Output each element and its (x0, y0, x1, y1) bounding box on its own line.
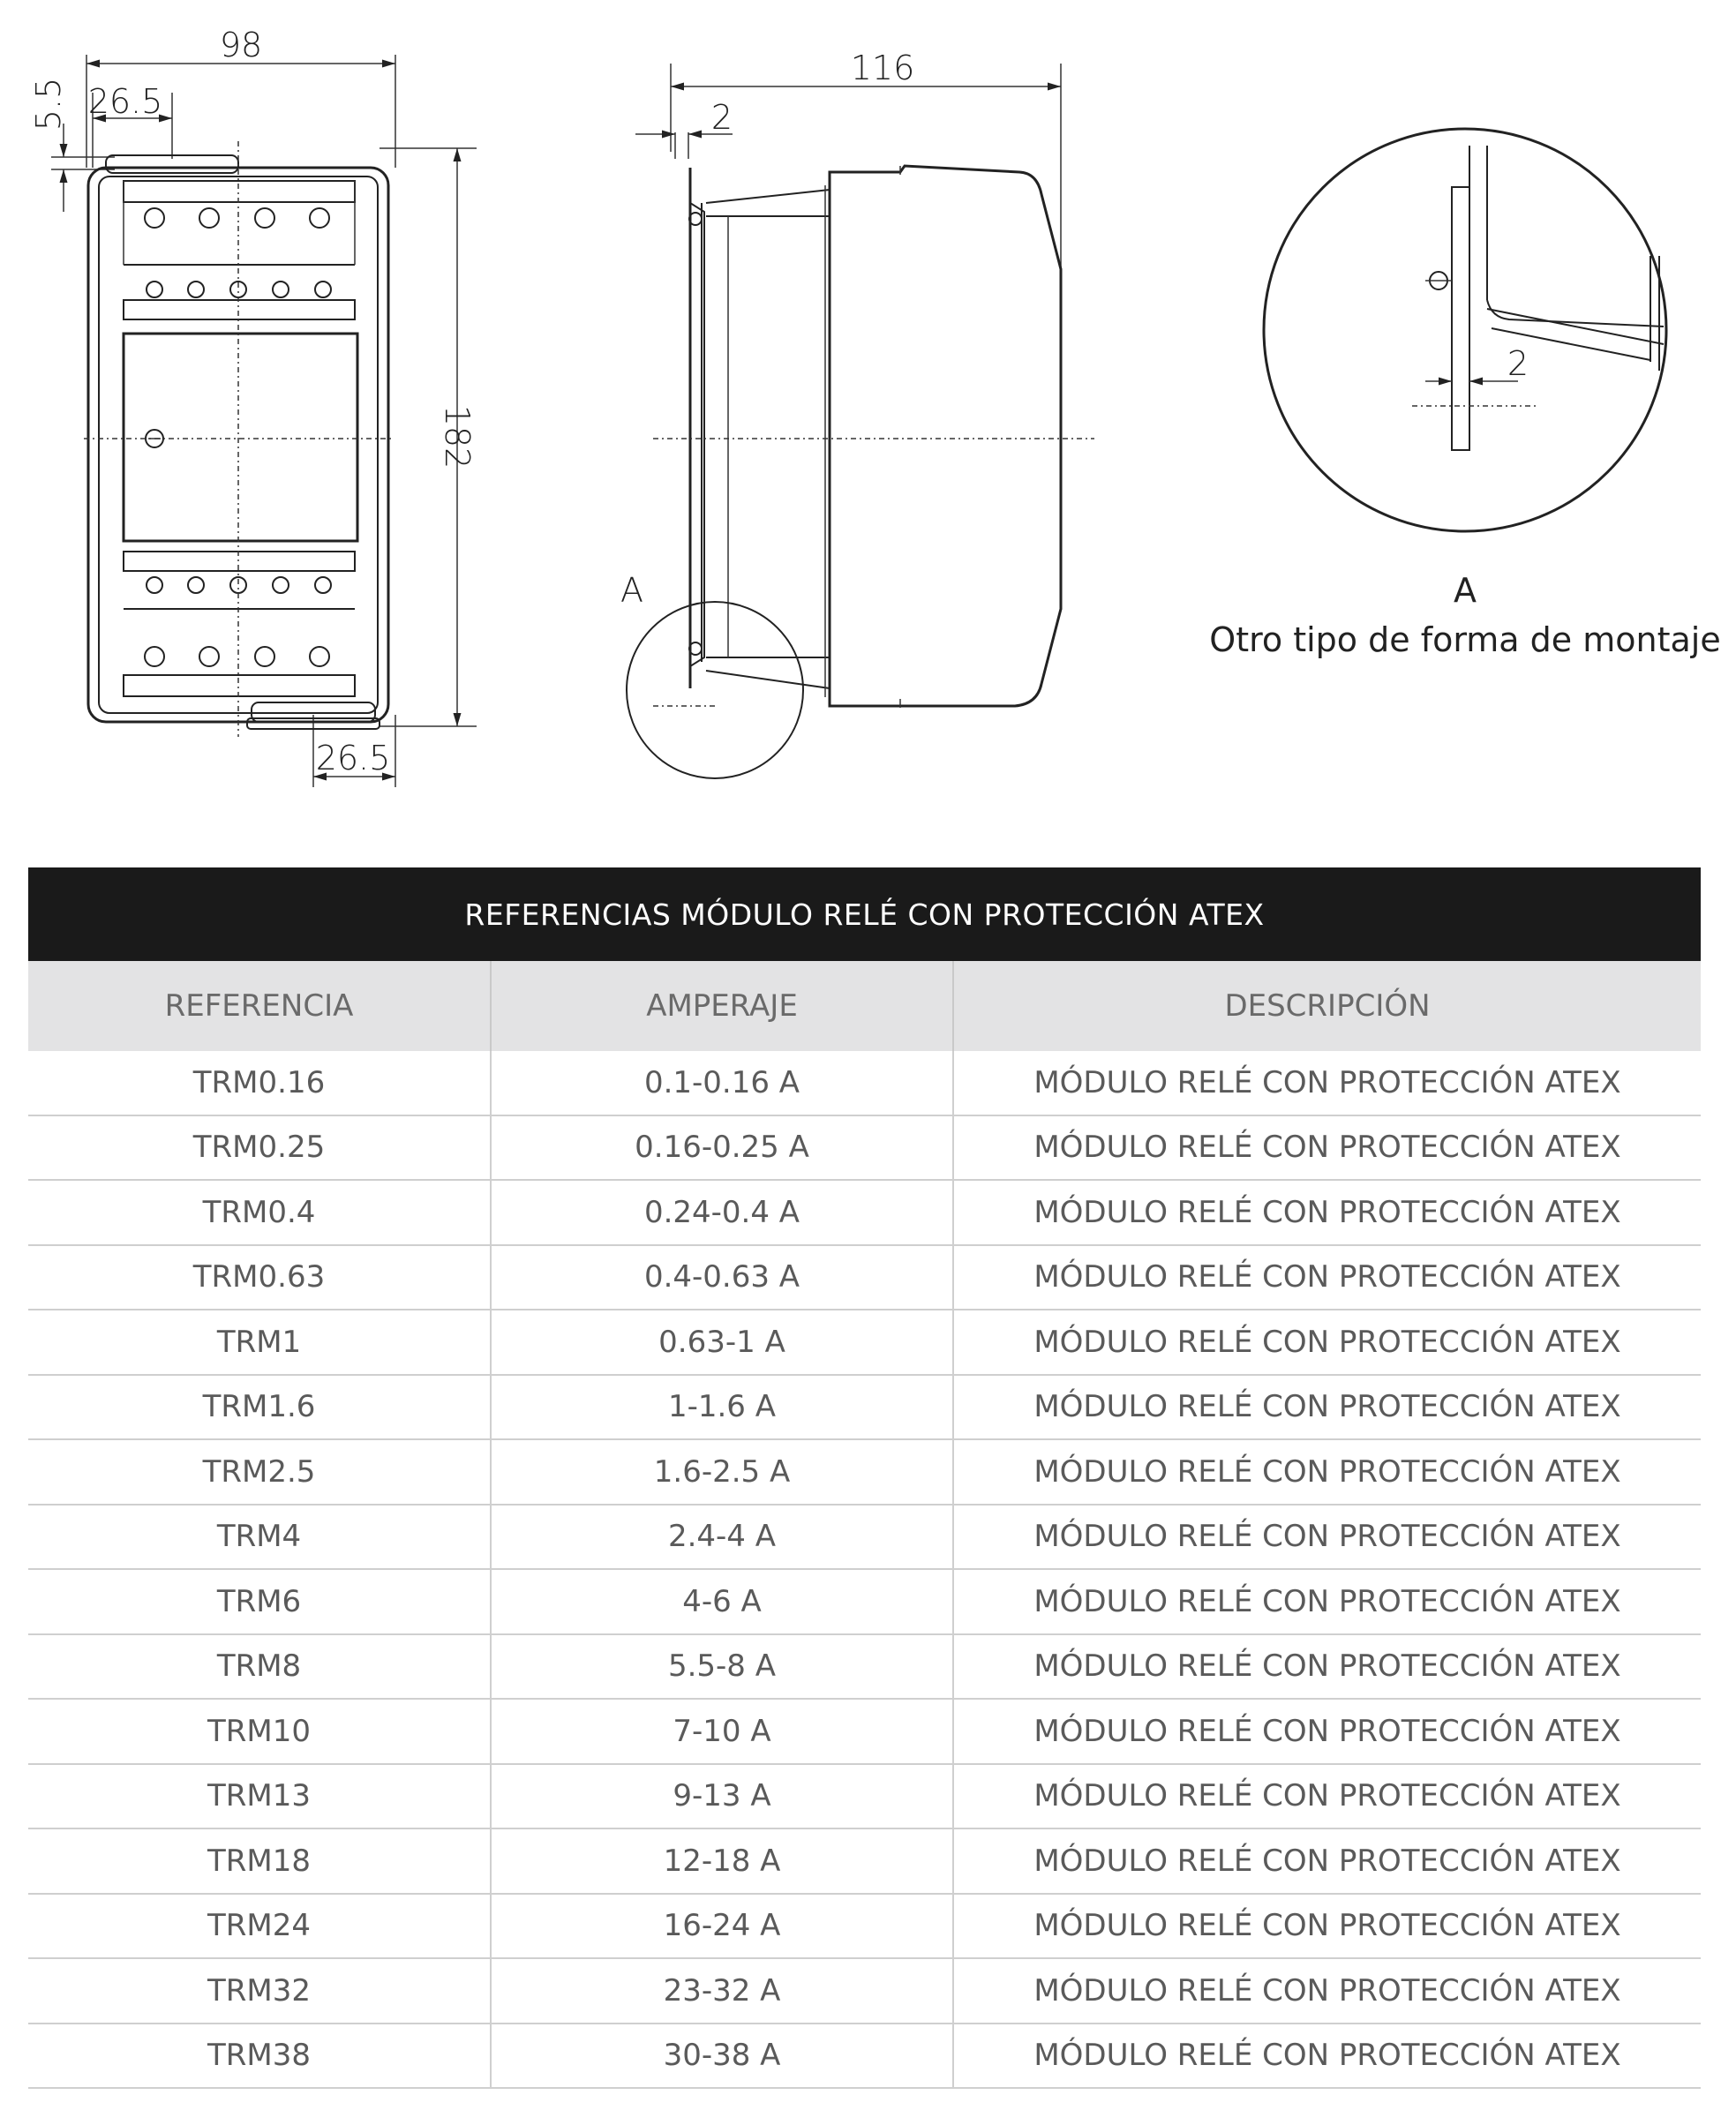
table-row (28, 1958, 1701, 2024)
table-row (28, 1310, 1701, 1375)
table-header-row (28, 961, 1701, 1051)
cell-amperaje: 16-24 A (491, 1894, 953, 1959)
cell-descripcion: MÓDULO RELÉ CON PROTECCIÓN ATEX (953, 1310, 1701, 1375)
cell-amperaje: 1-1.6 A (491, 1375, 953, 1440)
cell-amperaje: 0.16-0.25 A (491, 1115, 953, 1181)
cell-referencia: TRM4 (28, 1505, 491, 1570)
cell-referencia: TRM38 (28, 2024, 491, 2089)
dim-gap: 2 (710, 98, 733, 137)
table-row (28, 1828, 1701, 1894)
cell-referencia: TRM18 (28, 1828, 491, 1894)
dim-width: 98 (219, 26, 263, 64)
cell-referencia: TRM1.6 (28, 1375, 491, 1440)
cell-amperaje: 0.63-1 A (491, 1310, 953, 1375)
cell-descripcion: MÓDULO RELÉ CON PROTECCIÓN ATEX (953, 1828, 1701, 1894)
table-row (28, 1051, 1701, 1115)
cell-referencia: TRM32 (28, 1958, 491, 2024)
cell-referencia: TRM1 (28, 1310, 491, 1375)
cell-referencia: TRM0.63 (28, 1245, 491, 1310)
cell-referencia: TRM13 (28, 1764, 491, 1829)
table-row (28, 1245, 1701, 1310)
table-row (28, 1375, 1701, 1440)
dim-bottom-rail: 26.5 (315, 739, 391, 777)
cell-referencia: TRM24 (28, 1894, 491, 1959)
dim-height: 182 (438, 404, 477, 469)
cell-referencia: TRM10 (28, 1699, 491, 1764)
table-row (28, 2024, 1701, 2089)
table-row (28, 1764, 1701, 1829)
table-row (28, 1505, 1701, 1570)
cell-amperaje: 0.24-0.4 A (491, 1180, 953, 1245)
cell-referencia: TRM0.4 (28, 1180, 491, 1245)
cell-descripcion: MÓDULO RELÉ CON PROTECCIÓN ATEX (953, 1958, 1701, 2024)
cell-descripcion: MÓDULO RELÉ CON PROTECCIÓN ATEX (953, 1180, 1701, 1245)
technical-drawings (0, 0, 1736, 794)
table-row (28, 1894, 1701, 1959)
header-amperaje: AMPERAJE (491, 961, 953, 1051)
cell-descripcion: MÓDULO RELÉ CON PROTECCIÓN ATEX (953, 1569, 1701, 1634)
front-view (29, 26, 477, 787)
dim-top-offset: 5.5 (29, 77, 68, 131)
cell-descripcion: MÓDULO RELÉ CON PROTECCIÓN ATEX (953, 1634, 1701, 1700)
cell-referencia: TRM0.16 (28, 1051, 491, 1115)
cell-descripcion: MÓDULO RELÉ CON PROTECCIÓN ATEX (953, 1894, 1701, 1959)
cell-amperaje: 23-32 A (491, 1958, 953, 2024)
cell-amperaje: 30-38 A (491, 2024, 953, 2089)
detail-view (1209, 129, 1720, 659)
table-title: REFERENCIAS MÓDULO RELÉ CON PROTECCIÓN ATEX (28, 867, 1701, 961)
cell-descripcion: MÓDULO RELÉ CON PROTECCIÓN ATEX (953, 1245, 1701, 1310)
cell-descripcion: MÓDULO RELÉ CON PROTECCIÓN ATEX (953, 1115, 1701, 1181)
detail-marker-a: A (620, 571, 643, 610)
cell-descripcion: MÓDULO RELÉ CON PROTECCIÓN ATEX (953, 1699, 1701, 1764)
dim-top-rail: 26.5 (87, 82, 163, 121)
cell-amperaje: 12-18 A (491, 1828, 953, 1894)
detail-label: A (1454, 571, 1477, 610)
header-descripcion: DESCRIPCIÓN (953, 961, 1701, 1051)
table-row (28, 1699, 1701, 1764)
cell-amperaje: 1.6-2.5 A (491, 1439, 953, 1505)
cell-descripcion: MÓDULO RELÉ CON PROTECCIÓN ATEX (953, 1051, 1701, 1115)
cell-amperaje: 4-6 A (491, 1569, 953, 1634)
detail-gap-dim: 2 (1507, 344, 1529, 383)
cell-descripcion: MÓDULO RELÉ CON PROTECCIÓN ATEX (953, 1505, 1701, 1570)
cell-referencia: TRM8 (28, 1634, 491, 1700)
table-row (28, 1569, 1701, 1634)
cell-descripcion: MÓDULO RELÉ CON PROTECCIÓN ATEX (953, 1764, 1701, 1829)
table-row (28, 1439, 1701, 1505)
dim-depth: 116 (850, 49, 915, 87)
cell-amperaje: 9-13 A (491, 1764, 953, 1829)
cell-referencia: TRM2.5 (28, 1439, 491, 1505)
table-title-row (28, 867, 1701, 961)
table-row (28, 1634, 1701, 1700)
table-row (28, 1180, 1701, 1245)
header-referencia: REFERENCIA (28, 961, 491, 1051)
detail-caption: Otro tipo de forma de montaje (1209, 620, 1721, 659)
cell-descripcion: MÓDULO RELÉ CON PROTECCIÓN ATEX (953, 1439, 1701, 1505)
cell-descripcion: MÓDULO RELÉ CON PROTECCIÓN ATEX (953, 2024, 1701, 2089)
references-table (28, 867, 1701, 2089)
cell-amperaje: 5.5-8 A (491, 1634, 953, 1700)
table-row (28, 1115, 1701, 1181)
cell-referencia: TRM0.25 (28, 1115, 491, 1181)
cell-referencia: TRM6 (28, 1569, 491, 1634)
cell-amperaje: 0.4-0.63 A (491, 1245, 953, 1310)
cell-amperaje: 7-10 A (491, 1699, 953, 1764)
cell-descripcion: MÓDULO RELÉ CON PROTECCIÓN ATEX (953, 1375, 1701, 1440)
cell-amperaje: 0.1-0.16 A (491, 1051, 953, 1115)
side-view (620, 49, 1094, 778)
cell-amperaje: 2.4-4 A (491, 1505, 953, 1570)
